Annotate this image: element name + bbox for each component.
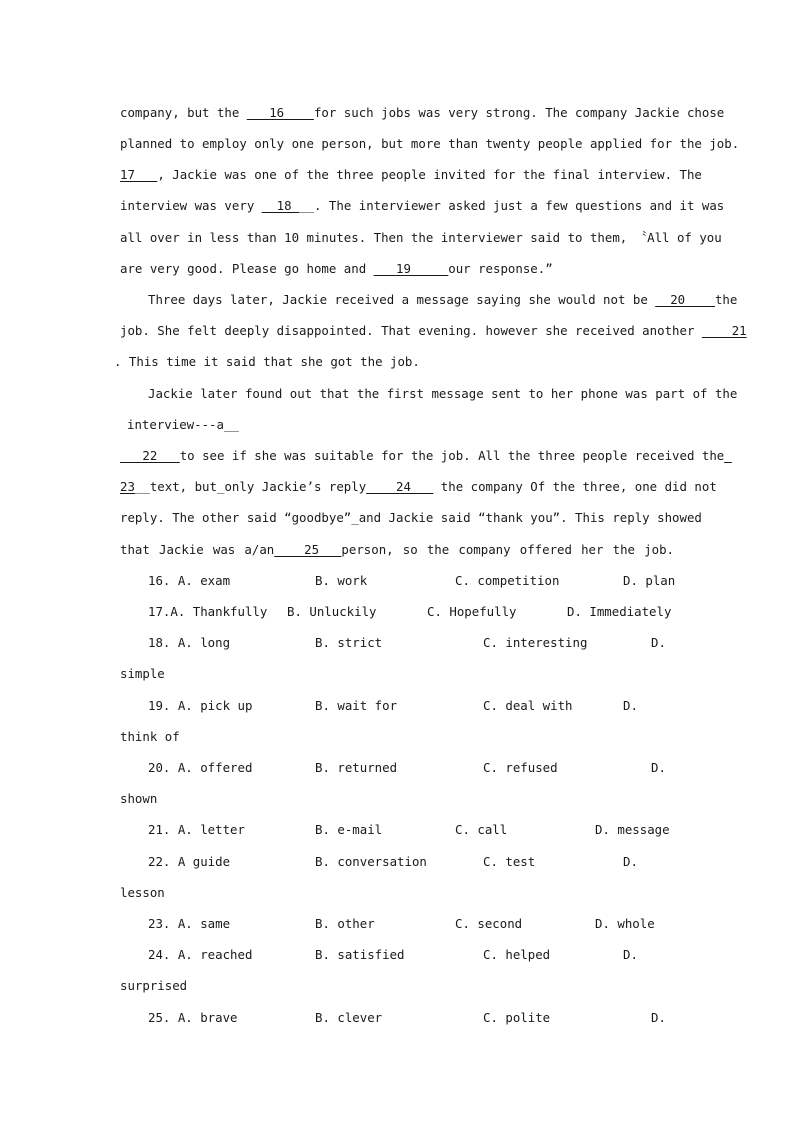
option-c: C. refused bbox=[483, 760, 558, 775]
option-a: 25. A. brave bbox=[148, 1010, 238, 1025]
passage-text: for such jobs was very strong. The company Jackie chose bbox=[313, 105, 725, 120]
blank-20: __20____ bbox=[655, 292, 715, 307]
passage-text: __. The interviewer asked just a few questions and it was bbox=[299, 198, 725, 213]
option-d: D. bbox=[623, 947, 638, 962]
option-d-text: lesson bbox=[120, 885, 165, 900]
option-a: 23. A. same bbox=[148, 916, 231, 931]
passage-line bbox=[120, 323, 747, 339]
option-c: C. call bbox=[455, 822, 508, 837]
passage-line: reply. The other said “goodbye”_and Jackie said “thank you”. This reply showed bbox=[120, 510, 702, 525]
option-a: 19. A. pick up bbox=[148, 698, 253, 713]
option-a: 16. A. exam bbox=[148, 573, 231, 588]
passage-line bbox=[120, 167, 702, 183]
passage-line bbox=[120, 448, 732, 464]
passage-text: _only Jackie’s reply bbox=[216, 479, 367, 494]
passage-text: are very good. Please go home and bbox=[120, 261, 374, 276]
option-d: D. message bbox=[595, 822, 670, 837]
passage-text: job. She felt deeply disappointed. That evening. however she received another bbox=[120, 323, 702, 338]
option-b: B. clever bbox=[315, 1010, 383, 1025]
option-d: D. whole bbox=[595, 916, 655, 931]
passage-line bbox=[120, 479, 717, 495]
option-d-text: think of bbox=[120, 729, 180, 744]
option-b: B. satisfied bbox=[315, 947, 405, 962]
passage-text: person, so the company offered her the job. bbox=[341, 542, 674, 557]
passage-line bbox=[120, 198, 725, 214]
option-c: C. second bbox=[455, 916, 523, 931]
option-b: B. other bbox=[315, 916, 375, 931]
blank-24: ____24___ bbox=[366, 479, 434, 494]
option-b: B. returned bbox=[315, 760, 398, 775]
option-c: C. competition bbox=[455, 573, 560, 588]
option-b: B. wait for bbox=[315, 698, 398, 713]
option-b: B. e-mail bbox=[315, 822, 383, 837]
passage-text: the bbox=[714, 292, 738, 307]
blank-18: __18_ bbox=[261, 198, 300, 213]
option-d: D. bbox=[623, 854, 638, 869]
passage-text: , Jackie was one of the three people invited for the final interview. The bbox=[157, 167, 702, 182]
option-c: C. helped bbox=[483, 947, 551, 962]
passage-text: our response.” bbox=[448, 261, 553, 276]
passage-text: company, but the bbox=[120, 105, 247, 120]
passage-text: __text, but bbox=[134, 479, 217, 494]
option-d: D. bbox=[651, 760, 666, 775]
option-d: D. bbox=[651, 635, 666, 650]
passage-line: all over in less than 10 minutes. Then the interviewer said to them, 〝All of you bbox=[120, 230, 722, 245]
option-a: 21. A. letter bbox=[148, 822, 245, 837]
passage-text: the company Of the three, one did not bbox=[433, 479, 717, 494]
option-c: C. polite bbox=[483, 1010, 551, 1025]
passage-line bbox=[120, 542, 674, 558]
option-a: 20. A. offered bbox=[148, 760, 253, 775]
passage-line: . This time it said that she got the job. bbox=[114, 354, 420, 369]
option-a: 18. A. long bbox=[148, 635, 231, 650]
option-d-text: surprised bbox=[120, 978, 188, 993]
option-b: B. work bbox=[315, 573, 368, 588]
passage-line bbox=[148, 292, 738, 308]
option-b: B. strict bbox=[315, 635, 383, 650]
passage-text: Three days later, Jackie received a message saying she would not be bbox=[148, 292, 656, 307]
passage-line: Jackie later found out that the first message sent to her phone was part of the bbox=[148, 386, 738, 401]
option-a: 22. A guide bbox=[148, 854, 231, 869]
option-d: D. bbox=[651, 1010, 666, 1025]
blank-22: ___22___ bbox=[120, 448, 180, 463]
blank-19: ___19_____ bbox=[373, 261, 449, 276]
option-b: B. conversation bbox=[315, 854, 427, 869]
passage-text: to see if she was suitable for the job. All the three people received the bbox=[179, 448, 725, 463]
passage-text: interview was very bbox=[120, 198, 262, 213]
passage-text: _ bbox=[724, 448, 732, 463]
passage-line bbox=[120, 105, 725, 121]
blank-21: ____21 bbox=[701, 323, 747, 338]
blank-23: 23 bbox=[120, 479, 135, 494]
option-d: D. bbox=[623, 698, 638, 713]
passage-line: interview---a__ bbox=[127, 417, 239, 432]
blank-25: ____25___ bbox=[274, 542, 342, 557]
option-b: B. Unluckily bbox=[287, 604, 377, 619]
passage-text: that Jackie was a/an bbox=[120, 542, 275, 557]
option-c: C. test bbox=[483, 854, 536, 869]
passage-line: planned to employ only one person, but more than twenty people applied for the job. bbox=[120, 136, 740, 151]
option-c: C. interesting bbox=[483, 635, 588, 650]
option-d: D. plan bbox=[623, 573, 676, 588]
option-d: D. Immediately bbox=[567, 604, 672, 619]
option-a: 24. A. reached bbox=[148, 947, 253, 962]
option-c: C. Hopefully bbox=[427, 604, 517, 619]
option-a: 17.A. Thankfully bbox=[148, 604, 268, 619]
blank-17: 17___ bbox=[120, 167, 158, 182]
option-d-text: shown bbox=[120, 791, 158, 806]
blank-16: ___16____ bbox=[246, 105, 314, 120]
option-c: C. deal with bbox=[483, 698, 573, 713]
passage-line bbox=[120, 261, 674, 277]
option-d-text: simple bbox=[120, 666, 165, 681]
